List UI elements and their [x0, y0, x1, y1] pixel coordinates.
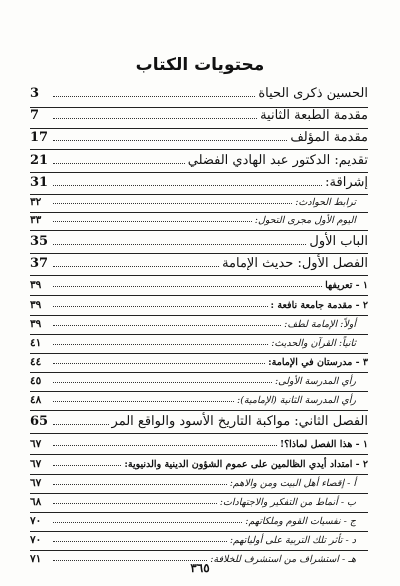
- dot-leader: [53, 363, 265, 364]
- toc-entry: [30, 496, 368, 508]
- divider: [30, 334, 368, 335]
- toc-entry-label: رأي المدرسة الأولى:: [274, 376, 356, 387]
- toc-entry-label: إشراقة:: [325, 175, 368, 190]
- toc-entry-label: الحسين ذكرى الحياة: [258, 86, 368, 101]
- divider: [30, 474, 368, 475]
- toc-entry-label: أ - إقصاء أهل البيت ومن والاهم:: [229, 478, 356, 489]
- toc-entry-label: ١ - هذا الفصل لماذا؟!: [279, 439, 368, 450]
- divider: [30, 230, 368, 231]
- toc-entry: [30, 256, 368, 271]
- dot-leader: [53, 221, 252, 222]
- toc-entry-label: أولاً: الإمامة لطف:: [284, 319, 356, 330]
- dot-leader: [53, 306, 268, 307]
- toc-entry: [30, 86, 368, 101]
- divider: [30, 353, 368, 354]
- dot-leader: [53, 445, 277, 446]
- toc-entry: [30, 414, 368, 429]
- toc-entry-label: مقدمة الطبعة الثانية: [260, 108, 368, 123]
- divider: [30, 410, 368, 411]
- dot-leader: [53, 140, 287, 141]
- toc-entry: [30, 279, 368, 291]
- dot-leader: [53, 266, 219, 267]
- toc-entry: [30, 130, 368, 145]
- toc-entry-page: ٦٧: [30, 477, 42, 489]
- toc-entry: [30, 458, 368, 470]
- dot-leader: [53, 541, 227, 542]
- toc-entry: [30, 108, 368, 123]
- dot-leader: [53, 185, 322, 186]
- dot-leader: [53, 163, 185, 164]
- toc-entry-page: 21: [30, 153, 49, 168]
- toc-entry-label: ثانياً: القرآن والحديث:: [271, 338, 356, 349]
- divider: [30, 531, 368, 532]
- dot-leader: [53, 344, 268, 345]
- toc-entry-page: 3: [30, 86, 40, 101]
- toc-entry: [30, 438, 368, 450]
- dot-leader: [53, 503, 217, 504]
- toc-entry-page: 37: [30, 256, 49, 271]
- toc-entry-label: مقدمة المؤلف: [290, 130, 368, 145]
- toc-entry-label: تقديم: الدكتور عبد الهادي الفضلي: [187, 153, 368, 168]
- divider: [30, 512, 368, 513]
- divider: [30, 433, 368, 434]
- page-title: محتويات الكتاب: [135, 55, 265, 75]
- toc-entry-page: ٦٧: [30, 438, 42, 450]
- dot-leader: [53, 286, 322, 287]
- dot-leader: [53, 382, 272, 383]
- toc-entry-page: ٦٨: [30, 496, 42, 508]
- toc-entry: [30, 299, 368, 311]
- toc-entry: [30, 214, 368, 226]
- toc-entry-page: ٧٠: [30, 534, 42, 546]
- divider: [30, 391, 368, 392]
- divider: [30, 372, 368, 373]
- toc-entry-page: ٤٥: [30, 375, 42, 387]
- toc-entry-label: ج - نفسيات القوم وملكاتهم:: [245, 516, 356, 527]
- toc-entry: [30, 196, 368, 208]
- dot-leader: [53, 484, 227, 485]
- dot-leader: [53, 401, 234, 402]
- toc-entry-label: ٢ - امتداد أيدي الظالمين على عموم الشؤون الدينية والدنيوية:: [124, 459, 368, 470]
- toc-entry: [30, 477, 368, 489]
- toc-entry-page: ٣٩: [30, 299, 42, 311]
- divider: [30, 149, 368, 150]
- dot-leader: [53, 96, 255, 97]
- divider: [30, 493, 368, 494]
- toc-entry-label: ٢ - مقدمة جامعة نافعة :: [270, 300, 368, 311]
- dot-leader: [53, 325, 281, 326]
- toc-entry-page: ٧١: [30, 553, 42, 565]
- dot-leader: [53, 244, 306, 245]
- divider: [30, 295, 368, 296]
- toc-entry: [30, 175, 368, 190]
- divider: [30, 454, 368, 455]
- toc-entry-page: ٦٧: [30, 458, 42, 470]
- toc-entry-label: الفصل الثاني: مواكبة التاريخ الأسود والواقع المر: [111, 414, 368, 429]
- toc-entry-page: ٣٩: [30, 279, 42, 291]
- dot-leader: [53, 424, 109, 425]
- toc-entry: [30, 375, 368, 387]
- toc-entry: [30, 356, 368, 368]
- toc-entry-page: ٣٩: [30, 318, 42, 330]
- toc-entry-label: اليوم الأول مجرى التحول:: [254, 215, 356, 226]
- toc-entry: [30, 318, 368, 330]
- dot-leader: [53, 203, 292, 204]
- toc-entry-label: ١ - تعريفها: [325, 280, 368, 291]
- toc-entry-page: ٤٨: [30, 394, 42, 406]
- toc-entry-label: رأي المدرسة الثانية (الإمامية):: [237, 395, 356, 406]
- divider: [30, 315, 368, 316]
- toc-entry-page: ٤٤: [30, 356, 42, 368]
- toc-entry: [30, 234, 368, 249]
- page-number: ٣٦٥: [190, 561, 210, 575]
- toc-entry-page: 17: [30, 130, 49, 145]
- toc-entry: [30, 394, 368, 406]
- toc-entry-page: 35: [30, 234, 49, 249]
- toc-entry-label: الباب الأول: [309, 234, 368, 249]
- toc-entry-page: ٧٠: [30, 515, 42, 527]
- divider: [30, 194, 368, 195]
- toc-entry-page: 31: [30, 175, 49, 190]
- dot-leader: [53, 465, 121, 466]
- divider: [30, 172, 368, 173]
- divider: [30, 550, 368, 551]
- toc-entry-label: د - تأثر تلك التربية على أولياتهم:: [229, 535, 356, 546]
- dot-leader: [53, 118, 257, 119]
- toc-entry: [30, 515, 368, 527]
- toc-entry-label: ترابط الحوادث:: [295, 197, 356, 208]
- divider: [30, 253, 368, 254]
- toc-entry: [30, 337, 368, 349]
- toc-entry-label: الفصل الأول: حديث الإمامة: [222, 256, 368, 271]
- divider: [30, 275, 368, 276]
- toc-entry: [30, 153, 368, 168]
- toc-entry: [30, 534, 368, 546]
- toc-entry-label: هـ - استشراف من استشرف للخلافة:: [210, 554, 356, 565]
- divider: [30, 128, 368, 129]
- toc-entry-label: ب - أنماط من التفكير والاجتهادات:: [219, 497, 356, 508]
- toc-entry-page: ٣٢: [30, 196, 42, 208]
- toc-entry-page: 7: [30, 108, 40, 123]
- dot-leader: [53, 522, 242, 523]
- toc-entry-page: ٣٣: [30, 214, 42, 226]
- toc-entry-page: 65: [30, 414, 49, 429]
- toc-entry-page: ٤١: [30, 337, 42, 349]
- toc-entry-label: ٣ - مدرستان في الإمامة:: [268, 357, 368, 368]
- divider: [30, 212, 368, 213]
